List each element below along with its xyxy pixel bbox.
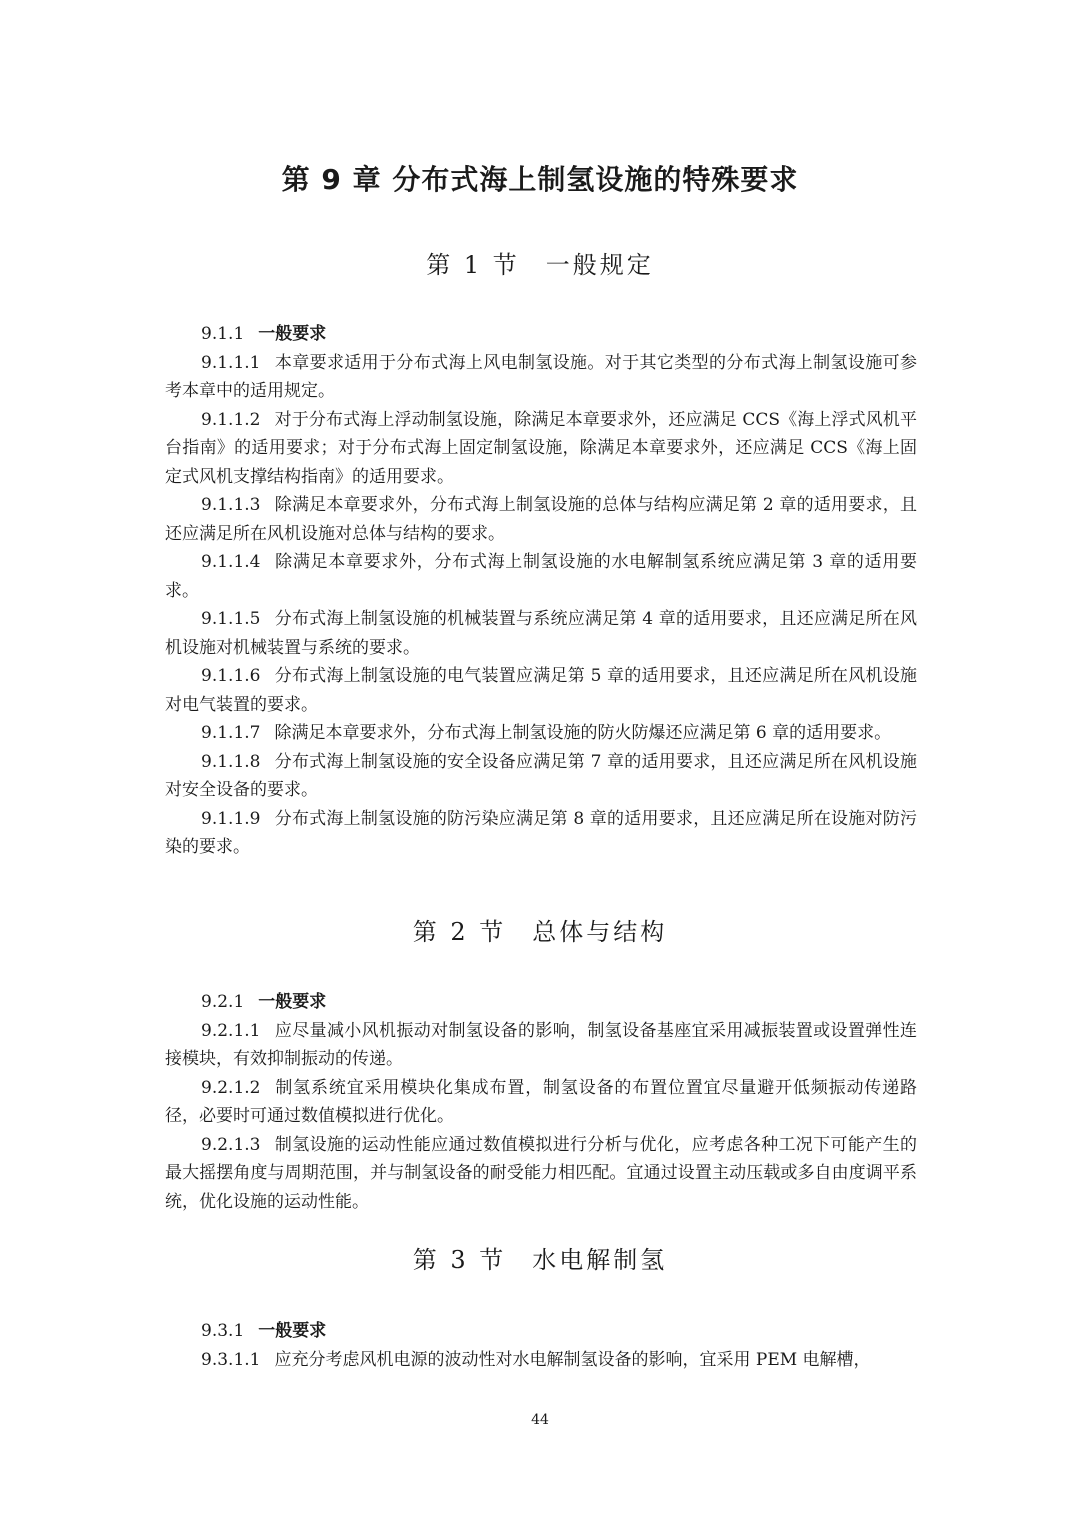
- clause-paragraph: [165, 406, 917, 492]
- section-number: 第 1 节: [426, 251, 520, 279]
- clause-number: 9.1.1.4: [201, 552, 261, 572]
- clause-paragraph: [165, 1074, 917, 1131]
- clause-heading-number: 9.3.1: [201, 1321, 245, 1341]
- section-title-3: [0, 1240, 1080, 1275]
- section-1-body: [165, 320, 917, 862]
- section-number: 第 2 节: [412, 918, 507, 946]
- section-name: 总体与结构: [532, 918, 668, 946]
- section-title-1: [0, 245, 1080, 280]
- clause-heading-text: 一般要求: [258, 992, 327, 1012]
- clause-paragraph: [165, 491, 917, 548]
- clause-heading-text: 一般要求: [258, 1321, 327, 1341]
- clause-text: 除满足本章要求外，分布式海上制氢设施的总体与结构应满足第 2 章的适用要求，且还应满足所在风机设施对总体与结构的要求。: [165, 495, 917, 544]
- clause-paragraph: [165, 349, 917, 406]
- clause-number: 9.1.1.6: [201, 666, 261, 686]
- clause-paragraph: [165, 719, 917, 748]
- section-number: 第 3 节: [412, 1246, 507, 1274]
- section-2-body: [165, 988, 917, 1216]
- clause-text: 制氢系统宜采用模块化集成布置，制氢设备的布置位置宜尽量避开低频振动传递路径，必要时可通过数值模拟进行优化。: [165, 1077, 917, 1126]
- clause-number: 9.1.1.5: [201, 609, 261, 629]
- clause-heading-number: 9.2.1: [201, 992, 245, 1012]
- clause-paragraph: [165, 662, 917, 719]
- clause-number: 9.2.1.2: [201, 1077, 261, 1098]
- clause-text: 制氢设施的运动性能应通过数值模拟进行分析与优化，应考虑各种工况下可能产生的最大摇摆角度与周期范围，并与制氢设备的耐受能力相匹配。宜通过设置主动压载或多自由度调平系统，优化设施的运动性能。: [165, 1134, 917, 1212]
- clause-paragraph: [165, 1346, 917, 1375]
- clause-heading-number: 9.1.1: [201, 324, 245, 344]
- clause-text: 本章要求适用于分布式海上风电制氢设施。对于其它类型的分布式海上制氢设施可参考本章中的适用规定。: [165, 352, 917, 401]
- section-3-body: [165, 1317, 917, 1374]
- page-number: 44: [531, 1412, 549, 1428]
- clause-text: 除满足本章要求外，分布式海上制氢设施的水电解制氢系统应满足第 3 章的适用要求。: [165, 552, 917, 601]
- clause-number: 9.1.1.7: [201, 723, 261, 743]
- section-title-2: [0, 912, 1080, 947]
- clause-number: 9.1.1.3: [201, 495, 261, 515]
- clause-heading-text: 一般要求: [258, 324, 327, 344]
- clause-text: 应尽量减小风机振动对制氢设备的影响，制氢设备基座宜采用减振装置或设置弹性连接模块，有效抑制振动的传递。: [165, 1020, 917, 1069]
- clause-text: 分布式海上制氢设施的防污染应满足第 8 章的适用要求，且还应满足所在设施对防污染的要求。: [165, 808, 917, 857]
- clause-heading: [165, 1317, 917, 1346]
- clause-number: 9.1.1.1: [201, 352, 261, 373]
- clause-text: 对于分布式海上浮动制氢设施，除满足本章要求外，还应满足 CCS《海上浮式风机平台指南》的适用要求；对于分布式海上固定制氢设施，除满足本章要求外，还应满足 CCS《海上固定式风机支撑结构指南》的适用要求。: [165, 409, 917, 487]
- clause-number: 9.2.1.1: [201, 1020, 261, 1041]
- clause-text: 分布式海上制氢设施的安全设备应满足第 7 章的适用要求，且还应满足所在风机设施对安全设备的要求。: [165, 751, 917, 800]
- clause-text: 分布式海上制氢设施的电气装置应满足第 5 章的适用要求，且还应满足所在风机设施对电气装置的要求。: [165, 666, 917, 715]
- clause-text: 除满足本章要求外，分布式海上制氢设施的防火防爆还应满足第 6 章的适用要求。: [274, 723, 892, 743]
- clause-paragraph: [165, 548, 917, 605]
- section-name: 一般规定: [545, 251, 654, 279]
- section-name: 水电解制氢: [532, 1246, 668, 1274]
- clause-text: 应充分考虑风机电源的波动性对水电解制氢设备的影响，宜采用 PEM 电解槽，: [274, 1349, 871, 1370]
- clause-text: 分布式海上制氢设施的机械装置与系统应满足第 4 章的适用要求，且还应满足所在风机设施对机械装置与系统的要求。: [165, 609, 917, 658]
- clause-number: 9.1.1.8: [201, 751, 261, 772]
- clause-number: 9.1.1.9: [201, 808, 261, 829]
- clause-number: 9.3.1.1: [201, 1349, 261, 1370]
- clause-number: 9.1.1.2: [201, 409, 261, 430]
- clause-paragraph: [165, 1017, 917, 1074]
- clause-paragraph: [165, 805, 917, 862]
- clause-heading: [165, 320, 917, 349]
- clause-paragraph: [165, 605, 917, 662]
- clause-heading: [165, 988, 917, 1017]
- chapter-title: 第 9 章 分布式海上制氢设施的特殊要求: [281, 163, 799, 196]
- clause-number: 9.2.1.3: [201, 1134, 261, 1155]
- clause-paragraph: [165, 748, 917, 805]
- clause-paragraph: [165, 1131, 917, 1217]
